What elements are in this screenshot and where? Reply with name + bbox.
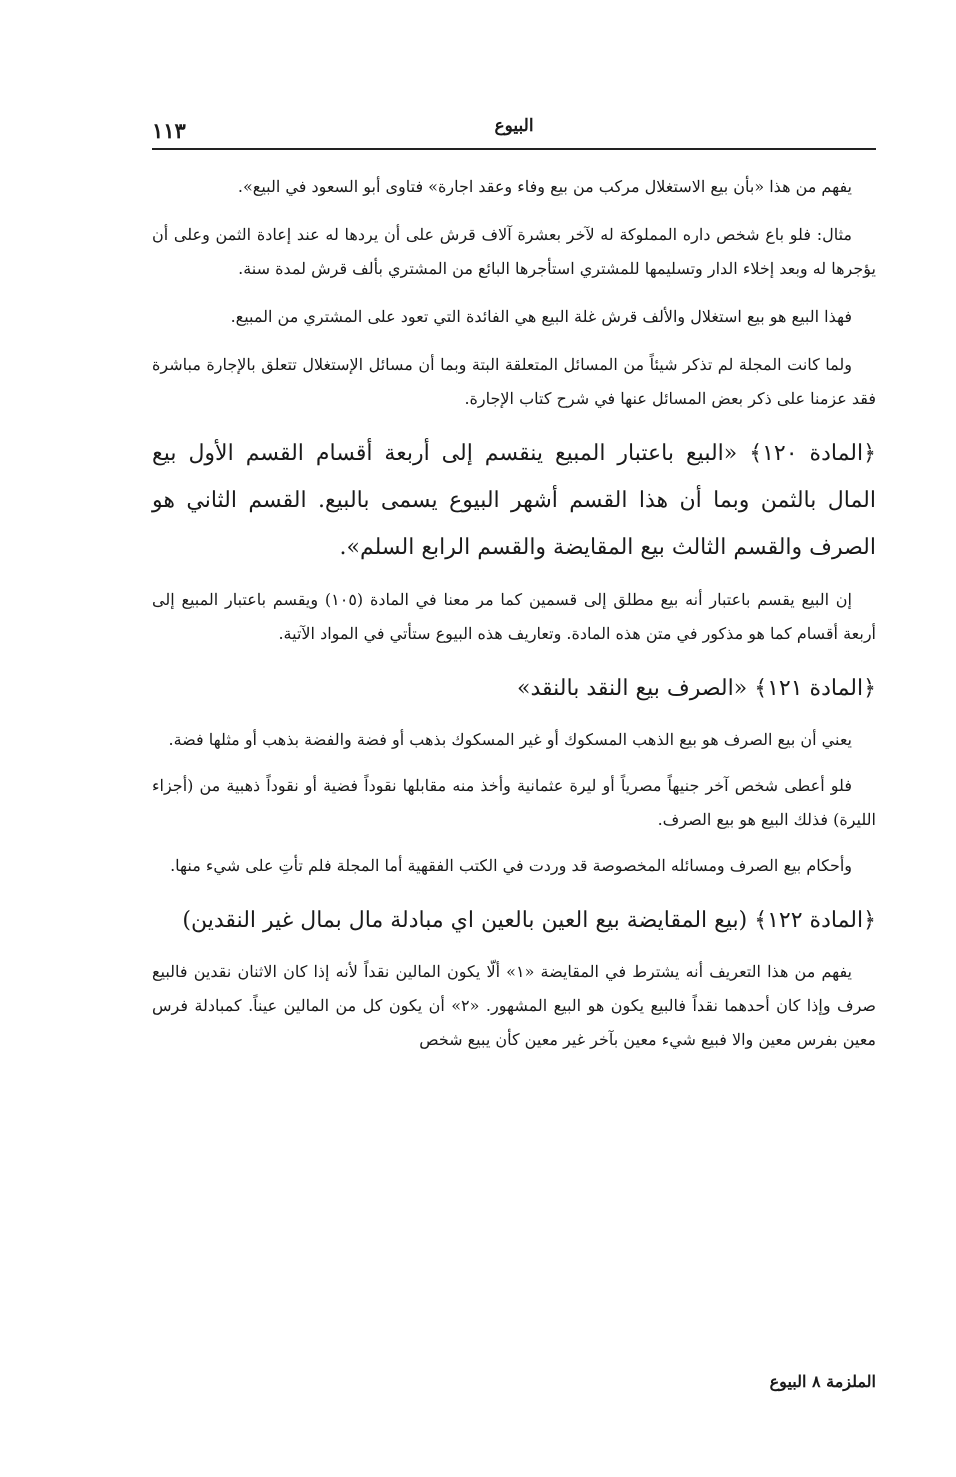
page-header <box>152 112 876 150</box>
article-120-text: ﴿المادة ١٢٠﴾ «البيع باعتبار المبيع ينقسم إلى أربعة أقسام القسم الأول بيع المال بالثمن وبما أن هذا القسم أشهر البيوع يسمى بالبيع. القسم الثاني هو الصرف والقسم الثالث بيع المقايضة والقسم الرابع السلم». <box>152 441 876 560</box>
article-122-heading: ﴿المادة ١٢٢﴾ (بيع المقايضة بيع العين بالعين اي مبادلة مال بمال غير النقدين) <box>182 908 876 933</box>
article-121-heading: ﴿المادة ١٢١﴾ «الصرف بيع النقد بالنقد» <box>517 676 876 701</box>
paragraph-istighlal-definition: يفهم من هذا «بأن بيع الاستغلال مركب من بيع وفاء وعقد اجارة» فتاوى أبو السعود في البيع». <box>237 177 852 196</box>
paragraph-majalla-note: ولما كانت المجلة لم تذكر شيئاً من المسائل المتعلقة البتة وبما أن مسائل الإستغلال تتعلق بالإجارة مباشرة فقد عزمنا على ذكر بعض المسائل عنها في شرح كتاب الإجارة. <box>152 355 876 408</box>
article-121-paragraph-3: وأحكام بيع الصرف ومسائله المخصوصة قد وردت في الكتب الفقهية أما المجلة فلم تأتِ على شيء منها. <box>170 856 852 875</box>
article-121-paragraph-1: يعني أن بيع الصرف هو بيع الذهب المسكوك أو غير المسكوك بذهب أو فضة والفضة بذهب أو مثلها فضة. <box>168 730 852 749</box>
page-number: ١١٣ <box>152 118 186 143</box>
paragraph-istighlal-yield: فهذا البيع هو بيع استغلال والألف قرش غلة البيع هي الفائدة التي تعود على المشتري من المبيع. <box>230 307 852 326</box>
article-122-paragraph-1: يفهم من هذا التعريف أنه يشترط في المقايضة «١» ألّا يكون المالين نقداً لأنه إذا كان الاثنان نقدين فالبيع صرف وإذا كان أحدهما نقداً فالبيع يكون هو البيع المشهور. «٢» أن يكون كل من المالين عيناً. كمبادلة فرس معين بفرس معين والا فبيع شيء معين بآخر غير معين كأن يبيع شخص <box>152 962 876 1049</box>
article-120-commentary: إن البيع يقسم باعتبار أنه بيع مطلق إلى قسمين كما مر معنا في المادة (١٠٥) ويقسم باعتبار المبيع إلى أربعة أقسام كما هو مذكور في متن هذه المادة. وتعاريف هذه البيوع ستأتي في المواد الآتية. <box>152 590 876 643</box>
signature-mark: الملزمة ٨ البيوع <box>769 1372 876 1391</box>
running-title: البيوع <box>494 116 534 136</box>
paragraph-example: مثال: فلو باع شخص داره المملوكة له لآخر بعشرة آلاف قرش على أن يردها له عند إعادة الثمن وعلى أن يؤجرها له وبعد إخلاء الدار وتسليمها للمشتري استأجرها البائع من المشتري بألف قرش لمدة سنة. <box>152 225 876 278</box>
article-121-paragraph-2: فلو أعطى شخص آخر جنيهاً مصرياً أو ليرة عثمانية وأخذ منه مقابلها نقوداً فضية أو نقوداً ذهبية من (أجزاء الليرة) فذلك البيع هو بيع الصرف. <box>152 776 876 829</box>
